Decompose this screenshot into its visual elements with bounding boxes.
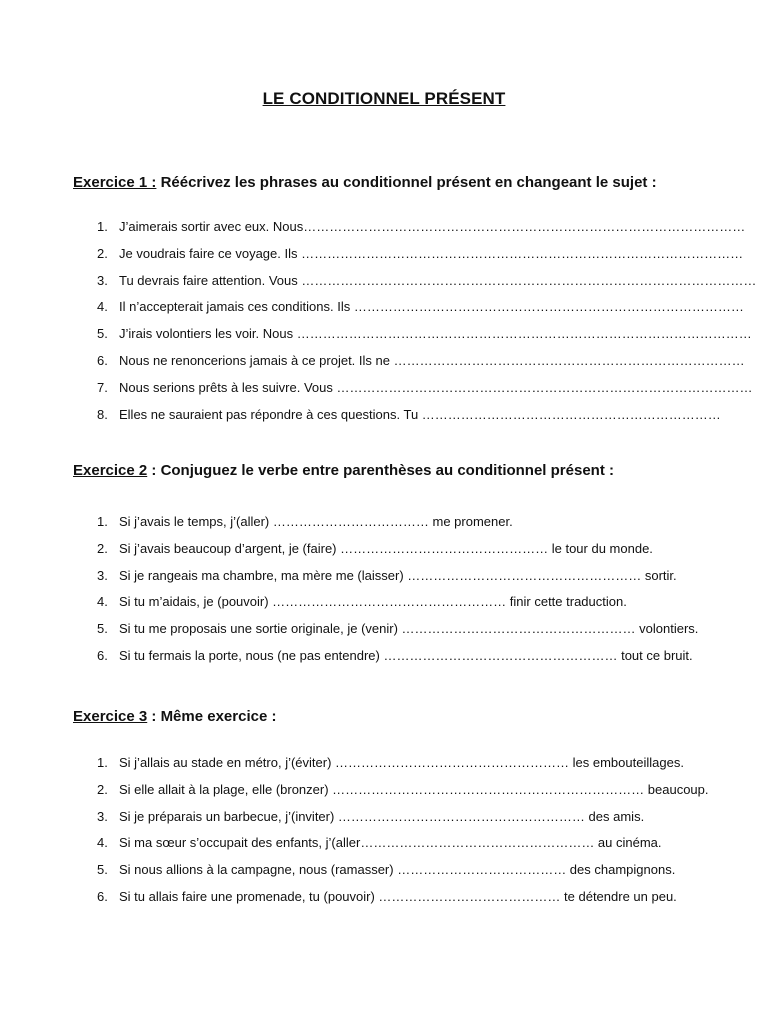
item-number: 2. xyxy=(97,245,108,261)
item-number: 2. xyxy=(97,781,108,797)
item-number: 5. xyxy=(97,326,108,342)
item-number: 6. xyxy=(97,352,108,368)
item-text: Si ma sœur s’occupait des enfants, j’(aller……………………………………………… au cinéma. xyxy=(119,835,662,851)
exercise-label: Exercice 3 xyxy=(73,708,148,725)
item-text: Nous ne renoncerions jamais à ce projet. Ils ne ……………………………………………………………………… xyxy=(119,352,745,368)
item-text: Si tu fermais la porte, nous (ne pas entendre) ……………………………………………… tout ce bruit. xyxy=(119,647,693,663)
item-number: 7. xyxy=(97,379,108,395)
list-item xyxy=(73,857,713,884)
exercise-heading xyxy=(73,707,713,727)
list-item xyxy=(73,777,713,804)
item-number: 1. xyxy=(97,219,108,234)
list-item xyxy=(73,830,713,857)
list-item xyxy=(73,321,752,348)
item-number: 1. xyxy=(97,514,108,529)
item-text: Si j’avais le temps, j’(aller) ……………………………… me promener. xyxy=(119,514,513,529)
list-item xyxy=(73,509,713,536)
exercise-2 xyxy=(73,461,713,670)
item-text: Il n’accepterait jamais ces conditions. Ils ……………………………………………………………………………… xyxy=(119,299,744,315)
exercise-instruction: : Conjuguez le verbe entre parenthèses au conditionnel présent : xyxy=(147,462,614,479)
list-item xyxy=(73,804,713,831)
item-number: 3. xyxy=(97,272,108,288)
item-number: 3. xyxy=(97,808,108,824)
item-text: Si je préparais un barbecue, j’(inviter) ………………………………………………… des amis. xyxy=(119,808,645,824)
item-text: Si tu m’aidais, je (pouvoir) ……………………………………………… finir cette traduction. xyxy=(119,594,627,610)
list-item xyxy=(73,884,713,911)
list-item xyxy=(73,750,713,777)
list-item xyxy=(73,375,753,402)
list-item xyxy=(73,643,713,670)
item-text: Si j’allais au stade en métro, j’(éviter) ……………………………………………… les embouteillages. xyxy=(119,755,684,770)
exercise-instruction: : Même exercice : xyxy=(147,708,277,725)
item-number: 4. xyxy=(97,594,108,610)
list-item xyxy=(73,536,713,563)
list-item xyxy=(73,616,713,643)
exercise-instruction: Réécrivez les phrases au conditionnel présent en changeant le sujet : xyxy=(156,174,657,191)
item-text: J’irais volontiers les voir. Nous …………………………………………………………………………………………… xyxy=(119,326,752,342)
item-number: 3. xyxy=(97,567,108,583)
item-text: Tu devrais faire attention. Vous …………………………………………………………………………………………… xyxy=(119,272,757,288)
item-text: Si tu allais faire une promenade, tu (pouvoir) …………………………………… te détendre un peu. xyxy=(119,888,677,904)
list-item xyxy=(73,402,721,429)
item-text: Si tu me proposais une sortie originale, je (venir) ……………………………………………… volontiers. xyxy=(119,621,699,637)
item-number: 5. xyxy=(97,862,108,878)
item-text: Si nous allions à la campagne, nous (ramasser) ………………………………… des champignons. xyxy=(119,862,676,878)
list-item xyxy=(73,214,746,241)
list-item xyxy=(73,268,757,295)
list-item xyxy=(73,348,745,375)
item-text: J’aimerais sortir avec eux. Nous………………………………………………………………………………………… xyxy=(119,219,746,234)
exercise-label: Exercice 2 xyxy=(73,462,148,479)
item-text: Je voudrais faire ce voyage. Ils ………………………………………………………………………………………… xyxy=(119,245,744,261)
exercise-1 xyxy=(73,173,757,428)
item-text: Si je rangeais ma chambre, ma mère me (laisser) ……………………………………………… sortir. xyxy=(119,567,677,583)
item-number: 4. xyxy=(97,299,108,315)
list-item xyxy=(73,589,713,616)
item-number: 8. xyxy=(97,406,108,422)
exercise-1-list xyxy=(73,214,757,428)
item-number: 5. xyxy=(97,621,108,637)
list-item xyxy=(73,241,744,268)
exercise-3 xyxy=(73,707,713,911)
page-title: LE CONDITIONNEL PRÉSENT xyxy=(262,89,506,108)
item-number: 6. xyxy=(97,647,108,663)
item-number: 4. xyxy=(97,835,108,851)
item-number: 6. xyxy=(97,888,108,904)
exercise-2-list xyxy=(73,509,713,670)
exercise-heading xyxy=(73,173,713,193)
exercise-heading xyxy=(73,461,713,481)
list-item xyxy=(73,563,713,590)
item-text: Si j’avais beaucoup d’argent, je (faire) ………………………………………… le tour du monde. xyxy=(119,540,653,556)
item-text: Elles ne sauraient pas répondre à ces questions. Tu …………………………………………………………… xyxy=(119,406,721,422)
item-text: Si elle allait à la plage, elle (bronzer) ……………………………………………………………… beaucoup. xyxy=(119,781,709,797)
item-text: Nous serions prêts à les suivre. Vous …………………………………………………………………………………… xyxy=(119,379,753,395)
exercise-label: Exercice 1 : xyxy=(73,174,157,191)
exercise-3-list xyxy=(73,750,713,911)
list-item xyxy=(73,294,744,321)
item-number: 2. xyxy=(97,540,108,556)
item-number: 1. xyxy=(97,755,108,770)
